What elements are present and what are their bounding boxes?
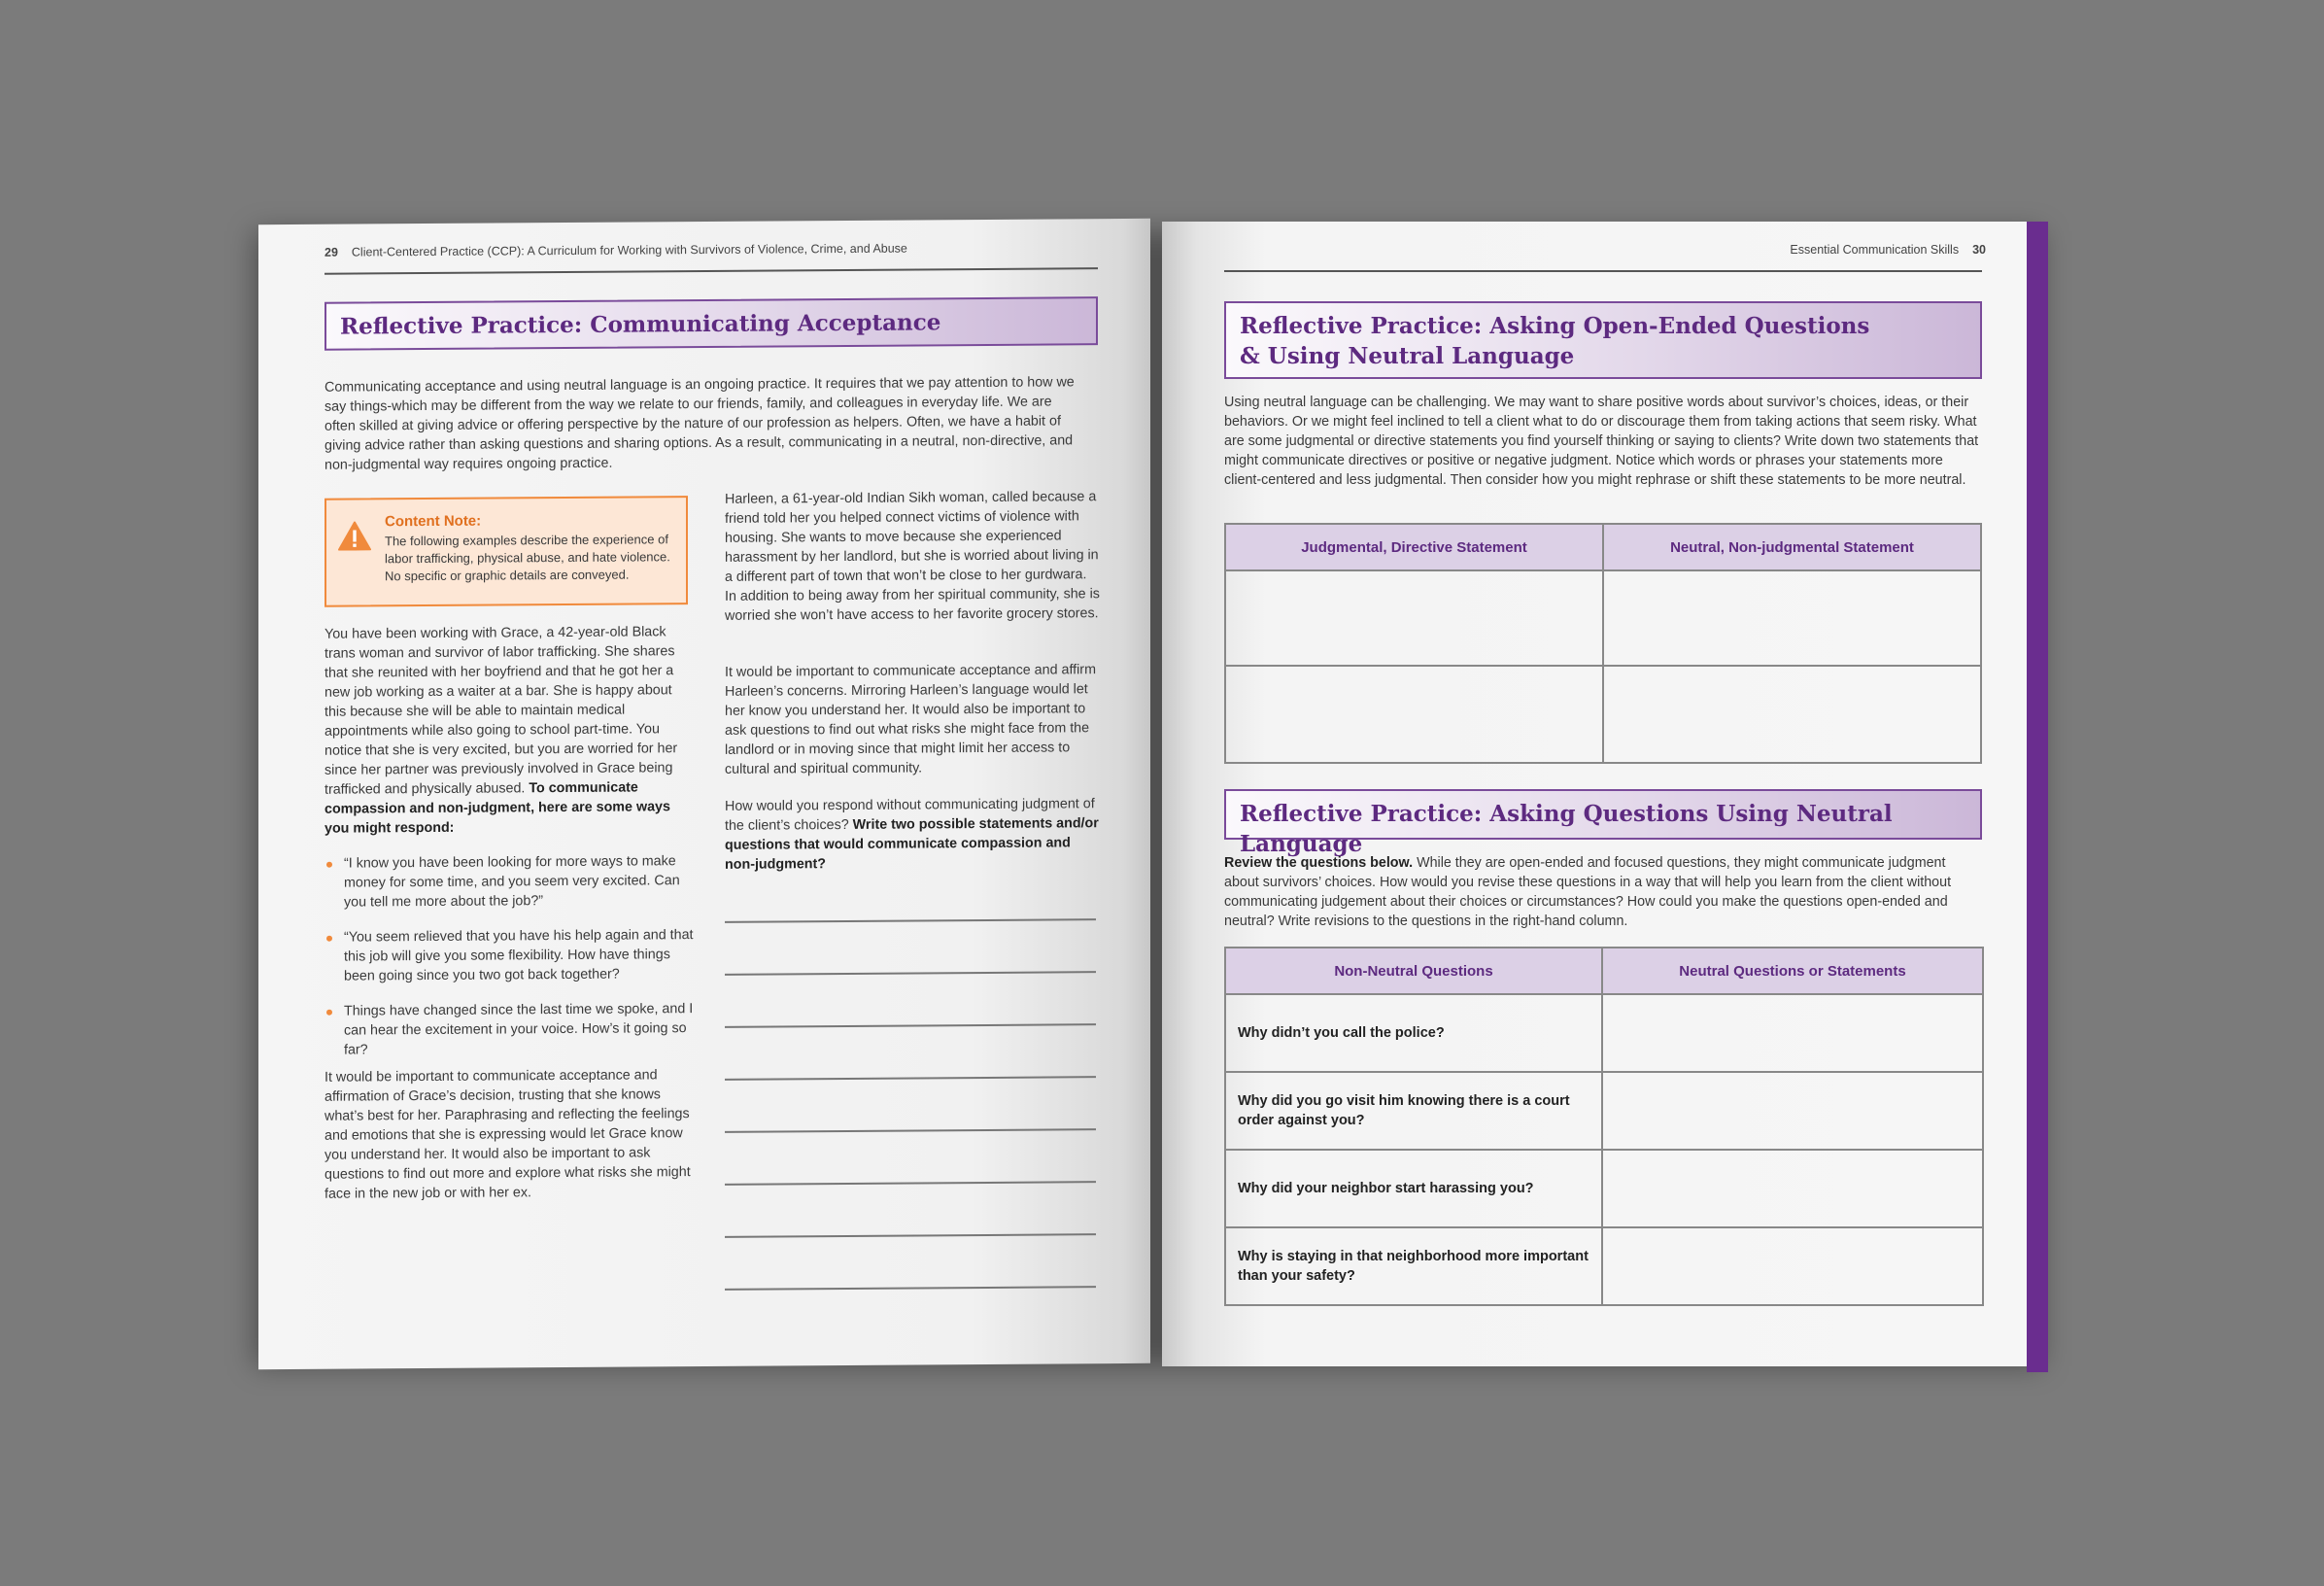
- table-cell[interactable]: [1603, 570, 1981, 666]
- left-intro-paragraph: Communicating acceptance and using neutral language is an ongoing practice. It requires that we pay attention to how we say things-which may be different from the way we relate to our friends, family, and colleagues in everyday life. We are often skilled at giving advice or offering perspective by the nature of our profession as helpers. Often, we have a habit of giving advice rather than asking questions and sharing options. As a result, communicating in a neutral, non-directive, and non-judgmental way requires ongoing practice.: [325, 374, 1075, 473]
- warning-triangle-icon: [338, 521, 371, 550]
- harleen-paragraph-2: It would be important to communicate acceptance and affirm Harleen’s concerns. Mirroring Harleen’s language would let her know you understand her. It would also be important to ask questions to find out what risks she might face from the landlord or in moving since that might limit her access to cultural and spiritual community.: [725, 662, 1096, 777]
- writing-line-4[interactable]: [725, 1076, 1096, 1080]
- table-row: [1225, 1072, 1983, 1150]
- table-cell[interactable]: [1602, 1072, 1983, 1150]
- table-cell[interactable]: [1602, 1227, 1983, 1305]
- table-cell[interactable]: [1225, 570, 1603, 666]
- writing-line-1[interactable]: [725, 918, 1096, 922]
- right-page-number: 30: [1972, 243, 1986, 257]
- grace-closing-paragraph: It would be important to communicate acceptance and affirmation of Grace’s decision, trusting that she knows what’s best for her. Paraphrasing and reflecting the feelings and emotions that she is expressing would let Grace know you understand her. It would also be important to ask questions to find out more and explore what risks she might face in the new job or with her ex.: [325, 1067, 691, 1202]
- writing-line-2[interactable]: [725, 971, 1096, 975]
- table-cell[interactable]: [1602, 1150, 1983, 1227]
- right-title-box-1: [1224, 301, 1982, 379]
- response-bullet-list: [325, 851, 694, 1076]
- table-header: Neutral, Non-judgmental Statement: [1603, 524, 1981, 570]
- left-header-text: Client-Centered Practice (CCP): A Curriculum for Working with Survivors of Violence, Crime, and Abuse: [351, 241, 907, 259]
- table-row: [1225, 570, 1981, 666]
- right-title-2: Reflective Practice: Asking Questions Using Neutral Language: [1240, 801, 1893, 857]
- table-row: [1225, 666, 1981, 763]
- right-running-header: [1790, 243, 1986, 257]
- harleen-paragraph: Harleen, a 61-year-old Indian Sikh woman, called because a friend told her you helped connect victims of violence with housing. She wants to move because she experienced harassment by her landlord, but she is worried about living in a different part of town that won’t be close to her gurdwara. In addition to being away from her spiritual community, she is worried she won’t have access to her favorite grocery stores.: [725, 489, 1100, 624]
- right-header-text: Essential Communication Skills: [1790, 243, 1960, 257]
- table-header: Neutral Questions or Statements: [1602, 948, 1983, 994]
- table-cell[interactable]: [1602, 994, 1983, 1072]
- grace-paragraph: [325, 622, 694, 839]
- grace-paragraph-text: You have been working with Grace, a 42-year-old Black trans woman and survivor of labor trafficking. She shares that she reunited with her boyfriend and that he got her a new job working as a waiter at a bar. She is happy about this because she will be able to maintain medical appointments while also going to school part-time. You notice that she is very excited, but you are worried for her since her partner was previously involved in Grace being trafficked and physically abused.: [325, 624, 678, 798]
- table-cell: Why did you go visit him knowing there is a court order against you?: [1225, 1072, 1602, 1150]
- right-intro-2-text: While they are open-ended and focused questions, they might communicate judgment about survivors’ choices. How would you revise these questions in a way that will help you learn from the client without communicating judgement about their choices or circumstances? How could you make the questions open-ended and neutral? Write revisions to the questions in the right-hand column.: [1224, 855, 1952, 929]
- writing-prompt: [725, 794, 1100, 875]
- left-page-title: Reflective Practice: Communicating Acceptance: [340, 309, 941, 340]
- content-note-body: The following examples describe the experience of labor trafficking, physical abuse, and hate violence. No specific or graphic details are conveyed.: [385, 532, 670, 584]
- writing-prompt-bold: Write two possible statements and/or questions that would communicate compassion and non-judgment?: [725, 815, 1099, 873]
- writing-line-7[interactable]: [725, 1233, 1096, 1237]
- list-item: “I know you have been looking for more ways to make money for some time, and you seem very excited. Can you tell me more about the job?”: [325, 851, 694, 913]
- right-title-box-2: [1224, 789, 1982, 857]
- writing-line-3[interactable]: [725, 1023, 1096, 1027]
- left-page: [258, 219, 1150, 1369]
- content-note-title: Content Note:: [385, 512, 482, 531]
- right-intro-2-bold: Review the questions below.: [1224, 855, 1414, 871]
- table-row: [1225, 994, 1983, 1072]
- list-item: “You seem relieved that you have his help again and that this job will give you some flexibility. How have things been going since you two got back together?: [325, 925, 694, 986]
- table-cell: Why didn’t you call the police?: [1225, 994, 1602, 1072]
- list-item: Things have changed since the last time we spoke, and I can hear the excitement in your voice. How’s it going so far?: [325, 999, 694, 1060]
- table-header: Non-Neutral Questions: [1225, 948, 1602, 994]
- table-header: Judgmental, Directive Statement: [1225, 524, 1603, 570]
- right-page: [1162, 222, 2027, 1366]
- table-cell: Why did your neighbor start harassing you?: [1225, 1150, 1602, 1227]
- book-spine-edge: [2027, 222, 2048, 1372]
- left-running-header: [325, 242, 907, 259]
- left-page-number: 29: [325, 245, 338, 259]
- right-title-1-line-1: Reflective Practice: Asking Open-Ended Questions: [1240, 313, 1870, 339]
- right-title-1-line-2: & Using Neutral Language: [1240, 343, 1575, 369]
- content-note-box: [325, 496, 688, 607]
- right-header-rule: [1224, 270, 1982, 272]
- right-intro-paragraph-2: [1224, 853, 1982, 931]
- writing-line-6[interactable]: [725, 1181, 1096, 1185]
- table-cell[interactable]: [1225, 666, 1603, 763]
- grace-paragraph-bold: To communicate compassion and non-judgment, here are some ways you might respond:: [325, 779, 670, 837]
- table-row: [1225, 1150, 1983, 1227]
- table-row: [1225, 1227, 1983, 1305]
- table-cell[interactable]: [1603, 666, 1981, 763]
- left-header-rule: [325, 267, 1098, 275]
- writing-line-8[interactable]: [725, 1286, 1096, 1290]
- non-neutral-questions-table: [1224, 947, 1984, 1306]
- writing-prompt-text: How would you respond without communicating judgment of the client’s choices?: [725, 796, 1095, 834]
- table-cell: Why is staying in that neighborhood more important than your safety?: [1225, 1227, 1602, 1305]
- left-title-box: [325, 296, 1098, 351]
- right-intro-paragraph-1: Using neutral language can be challenging. We may want to share positive words about survivor’s choices, ideas, or their behaviors. Or we might feel inclined to tell a client what to do or discourage them from taking actions that seem risky. What are some judgmental or directive statements you find yourself thinking or saying to clients? Write down two statements that might communicate directives or positive or negative judgment. Notice which words or phrases your statements more client-centered and less judgmental. Then consider how you might rephrase or shift these statements to be more neutral.: [1224, 395, 1979, 488]
- judgmental-statements-table: [1224, 523, 1982, 764]
- writing-line-5[interactable]: [725, 1128, 1096, 1132]
